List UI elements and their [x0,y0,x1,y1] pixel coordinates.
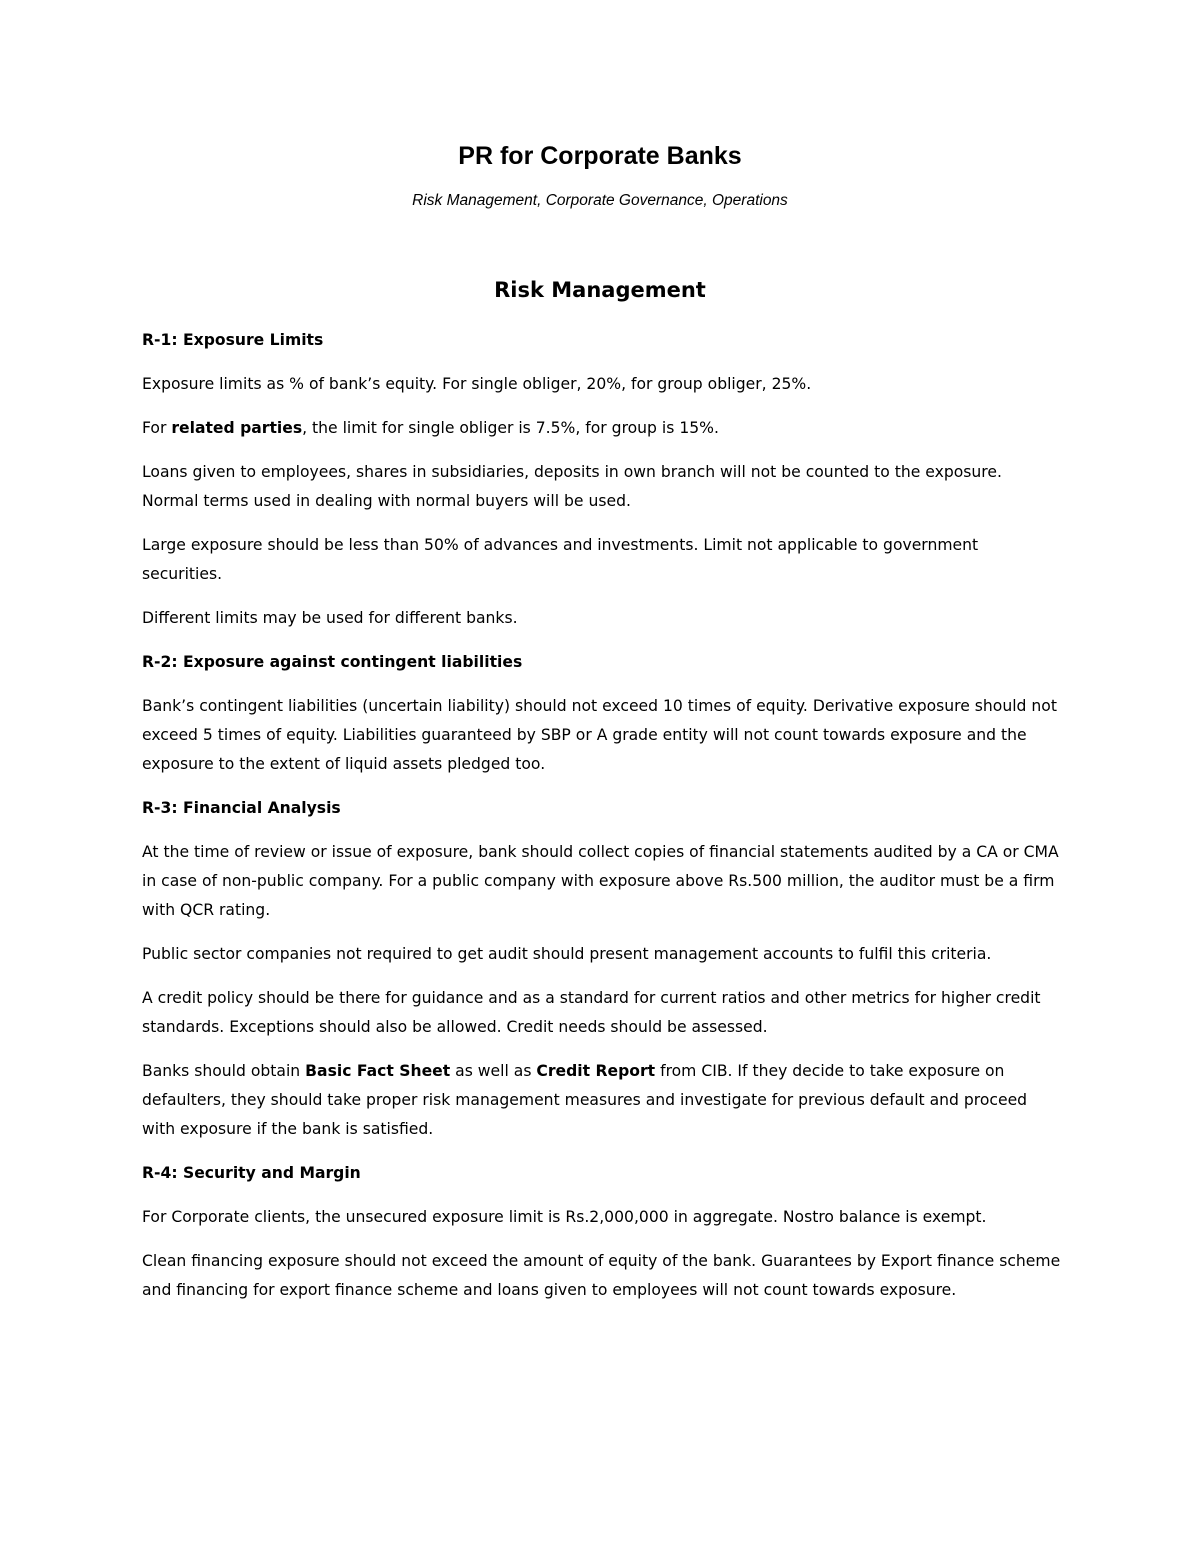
r1-paragraph-2-text-a: For [142,419,172,437]
r1-paragraph-1: Exposure limits as % of bank’s equity. For single obliger, 20%, for group obliger, 25%. [142,375,812,393]
r2-paragraph-1: Bank’s contingent liabilities (uncertain liability) should not exceed 10 times of equity. Derivative exposure should not exceed 5 times of equity. Liabilities guaranteed by SBP or A grade entity will not count towards exposure and the exposure to the extent of liquid assets pledged too. [142,697,1057,773]
r3-paragraph-1: At the time of review or issue of exposure, bank should collect copies of financial statements audited by a CA or CMA in case of non-public company. For a public company with exposure above Rs.500 million, the auditor must be a firm with QCR rating. [142,843,1059,919]
r4-paragraph-2: Clean financing exposure should not exceed the amount of equity of the bank. Guarantees by Export finance scheme and financing for export finance scheme and loans given to employees will not count towards exposure. [142,1252,1061,1299]
r3-heading: R-3: Financial Analysis [142,799,341,817]
document-subtitle: Risk Management, Corporate Governance, Operations [412,192,788,209]
r3-paragraph-4-text-b: as well as [450,1062,537,1080]
section-heading-risk-management: Risk Management [494,278,706,302]
r4-paragraph-1: For Corporate clients, the unsecured exposure limit is Rs.2,000,000 in aggregate. Nostro balance is exempt. [142,1208,987,1226]
r3-paragraph-2: Public sector companies not required to get audit should present management accounts to fulfil this criteria. [142,945,992,963]
r1-paragraph-3: Loans given to employees, shares in subsidiaries, deposits in own branch will not be counted to the exposure. Normal terms used in dealing with normal buyers will be used. [142,463,1002,510]
r3-paragraph-4-text-c: from CIB. If they decide to take exposure on defaulters, they should take proper risk management measures and investigate for previous default and proceed with exposure if the bank is satisfied. [142,1062,1028,1138]
r3-paragraph-3: A credit policy should be there for guidance and as a standard for current ratios and other metrics for higher credit standards. Exceptions should also be allowed. Credit needs should be assessed. [142,989,1041,1036]
document-body [142,326,1062,1320]
r1-paragraph-4: Large exposure should be less than 50% of advances and investments. Limit not applicable to government securities. [142,536,979,583]
r1-paragraph-2-text-b: , the limit for single obliger is 7.5%, for group is 15%. [302,419,719,437]
r2-heading: R-2: Exposure against contingent liabilities [142,653,523,671]
r1-paragraph-2 [142,414,1062,443]
document-title: PR for Corporate Banks [458,142,742,170]
r1-paragraph-5: Different limits may be used for different banks. [142,609,518,627]
r1-paragraph-2-bold: related parties [171,419,303,437]
r3-paragraph-4-text-a: Banks should obtain [142,1062,306,1080]
r3-paragraph-4 [142,1057,1062,1144]
r1-heading: R-1: Exposure Limits [142,331,324,349]
r3-paragraph-4-bold-2: Credit Report [536,1062,656,1080]
r4-heading: R-4: Security and Margin [142,1164,361,1182]
r3-paragraph-4-bold-1: Basic Fact Sheet [305,1062,451,1080]
